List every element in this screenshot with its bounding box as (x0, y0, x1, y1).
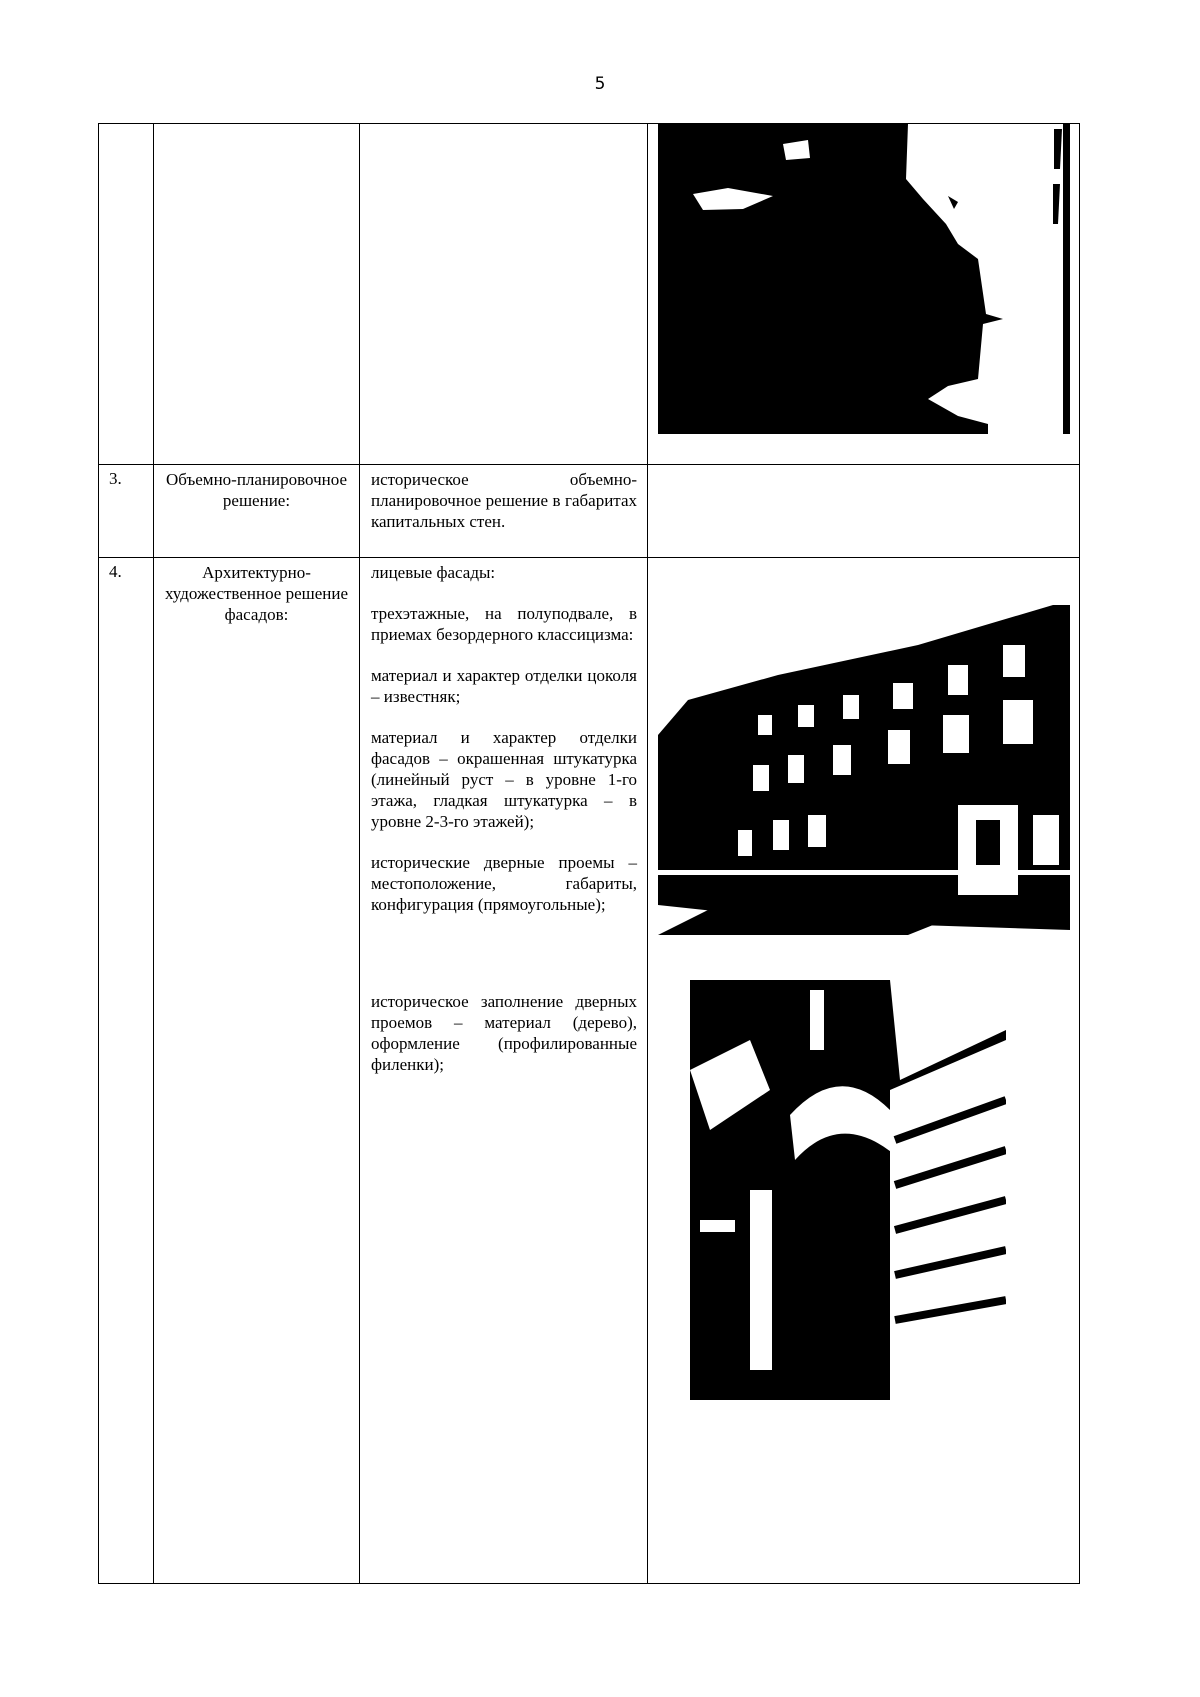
feature-description (360, 465, 648, 558)
index-cell (99, 124, 154, 465)
description-paragraph: лицевые фасады: (371, 563, 496, 582)
photo-cell (648, 558, 1080, 1584)
facade-photo (658, 605, 1070, 935)
table-row (99, 558, 1080, 1584)
table-row (99, 465, 1080, 558)
photo-cell-empty (648, 465, 1080, 558)
table-row-continued (99, 124, 1080, 465)
row-index: 3. (99, 465, 154, 558)
description-paragraph: историческое объемно-планировочное решение в габаритах капитальных стен. (371, 470, 637, 531)
description-paragraph: историческое заполнение дверных проемов – материал (дерево), оформление (профилированные филенки); (371, 992, 637, 1074)
entrance-photo (690, 980, 1006, 1400)
feature-description (360, 558, 648, 1584)
description-cell (360, 124, 648, 465)
photo-cell (648, 124, 1080, 465)
description-paragraph: исторические дверные проемы – местоположение, габариты, конфигурация (прямоугольные); (371, 853, 637, 914)
feature-cell (154, 124, 360, 465)
interior-photo (658, 124, 1070, 434)
description-paragraph: трехэтажные, на полуподвале, в приемах безордерного классицизма: (371, 604, 637, 644)
feature-label: Объемно-планировочное решение: (154, 465, 360, 558)
page-number: 5 (594, 74, 606, 94)
description-paragraph: материал и характер отделки цоколя – известняк; (371, 666, 637, 706)
monument-features-table (98, 123, 1080, 1584)
feature-label: Архитектурно-художественное решение фасадов: (154, 558, 360, 1584)
row-index: 4. (99, 558, 154, 1584)
description-paragraph: материал и характер отделки фасадов – окрашенная штукатурка (линейный руст – в уровне 1-го этажа, гладкая штукатурка – в уровне 2-3-го этажей); (371, 728, 637, 831)
